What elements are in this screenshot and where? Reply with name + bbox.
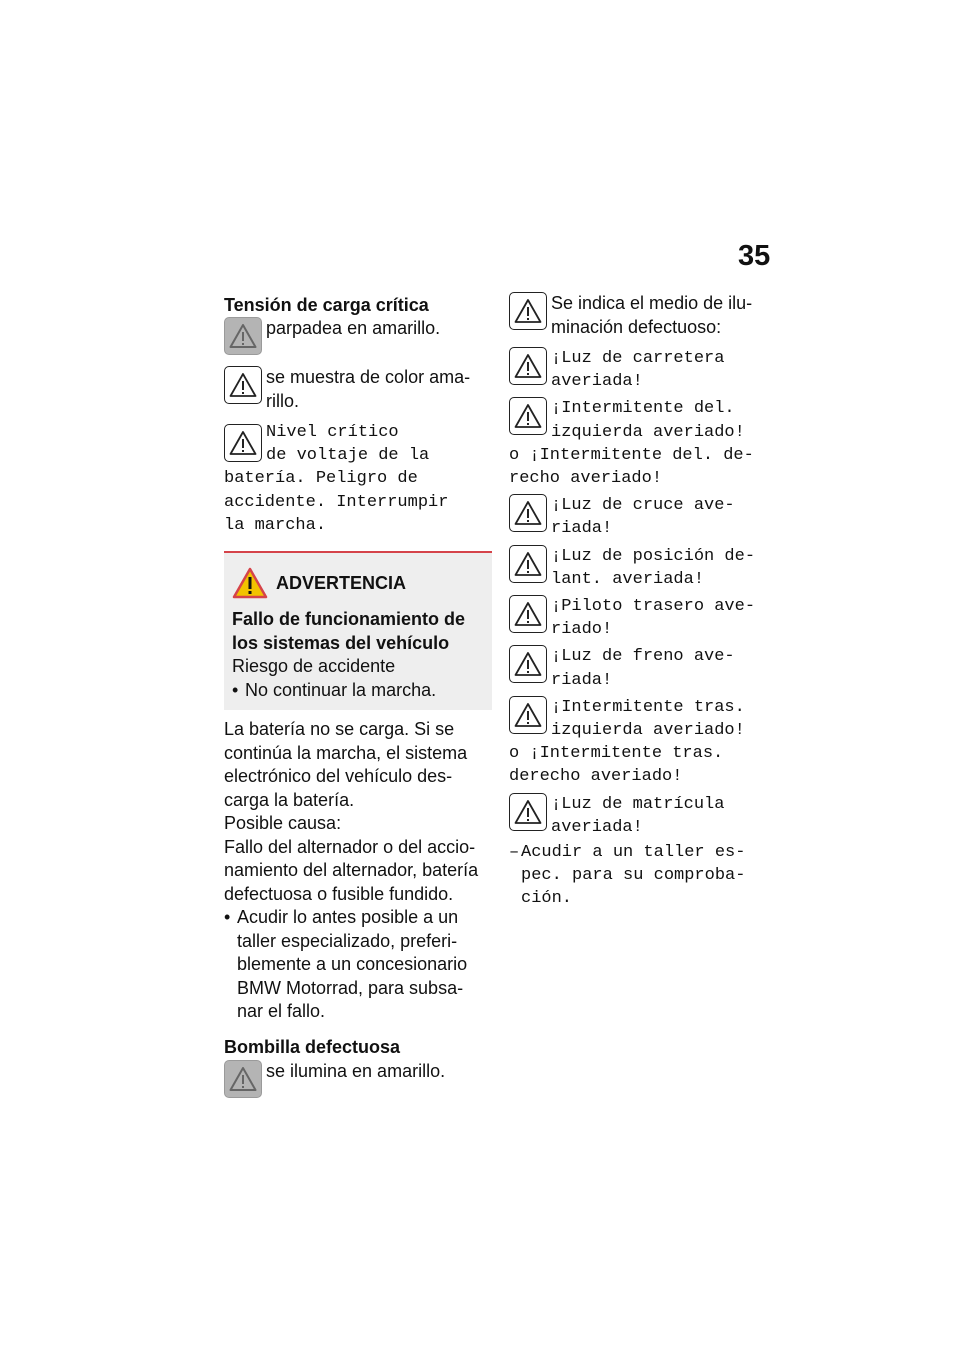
intro-line: minación defectuoso: — [551, 316, 722, 337]
action-line: Acudir a un taller es- — [521, 843, 746, 863]
warning-triangle-icon — [509, 545, 547, 583]
section-title-critical-voltage: Tensión de carga crítica — [224, 295, 429, 315]
message-line: derecho averiado! — [509, 767, 683, 787]
message-line: izquierda averiado! — [551, 422, 745, 442]
action-line: Acudir lo antes posible a un — [237, 907, 459, 928]
action-line: blemente a un concesionario — [237, 954, 468, 975]
message-row — [509, 545, 779, 591]
warning-triangle-icon — [509, 595, 547, 633]
message-row — [509, 696, 779, 742]
warning-bullet-text: No continuar la marcha. — [245, 679, 437, 700]
bullet-dot: • — [224, 907, 231, 928]
warning-triangle-icon — [509, 494, 547, 532]
message-line: averiada! — [551, 817, 643, 837]
message-line: ¡Piloto trasero ave- — [551, 597, 756, 617]
paragraph-line: defectuosa o fusible fundido. — [224, 883, 454, 904]
message-line: o ¡Intermitente del. de- — [509, 445, 754, 465]
page-number: 35 — [738, 240, 771, 272]
action-line: nar el fallo. — [237, 1001, 326, 1022]
warning-indicator-icon — [224, 1060, 262, 1098]
paragraph-line: Fallo del alternador o del accio- — [224, 836, 476, 857]
message-line: ¡Intermitente del. — [551, 399, 735, 419]
indicator-text: parpadea en amarillo. — [266, 318, 441, 338]
warning-bullet — [232, 679, 486, 703]
message-line: de voltaje de la — [266, 446, 430, 466]
warning-triangle-icon — [509, 645, 547, 683]
warning-triangle-icon — [509, 696, 547, 734]
bullet-dot: • — [232, 679, 239, 700]
paragraph-battery — [224, 718, 492, 812]
message-line: ¡Luz de carretera — [551, 349, 725, 368]
warning-risk: Riesgo de accidente — [232, 656, 396, 677]
display-row — [224, 366, 492, 413]
dash-mark: – — [509, 843, 520, 863]
warning-indicator-icon — [224, 317, 262, 355]
warning-triangle-icon — [509, 292, 547, 330]
message-line: accidente. Interrumpir — [224, 492, 449, 512]
display-text-line: se muestra de color ama- — [266, 367, 471, 387]
message-row — [509, 793, 779, 839]
warning-title-line: Fallo de funcionamiento de — [232, 609, 466, 630]
message-line: riada! — [551, 670, 613, 690]
message-line: recho averiado! — [509, 469, 663, 489]
action-bullet — [224, 906, 492, 1024]
action-line: BMW Motorrad, para subsa- — [237, 977, 464, 998]
message-line: ¡Intermitente tras. — [551, 697, 745, 717]
message-row — [509, 494, 779, 540]
message-line: ¡Luz de cruce ave- — [551, 496, 735, 516]
warning-triangle-icon — [224, 366, 262, 404]
message-line: riada! — [551, 519, 613, 539]
warning-header — [232, 567, 486, 599]
paragraph-line: electrónico del vehículo des- — [224, 766, 453, 787]
cause-label: Posible causa: — [224, 813, 342, 834]
display-text-line: rillo. — [266, 390, 300, 411]
message-line: izquierda averiado! — [551, 721, 745, 741]
message-row — [509, 397, 779, 443]
warning-triangle-icon — [509, 347, 547, 385]
message-line: riado! — [551, 620, 613, 640]
message-line: la marcha. — [224, 515, 327, 535]
paragraph-line: carga la batería. — [224, 789, 355, 810]
paragraph-line: namiento del alternador, batería — [224, 860, 479, 881]
warning-triangle-icon — [509, 793, 547, 831]
warning-triangle-icon — [509, 397, 547, 435]
action-dash — [509, 841, 779, 911]
warning-triangle-icon — [224, 424, 262, 462]
right-column — [509, 292, 779, 911]
indicator-text: se ilumina en amarillo. — [266, 1060, 446, 1081]
message-line: batería. Peligro de — [224, 469, 418, 489]
action-line: ción. — [521, 889, 573, 909]
paragraph-cause — [224, 836, 492, 907]
action-line: pec. para su comproba- — [521, 866, 746, 886]
action-line: taller especializado, preferi- — [237, 930, 458, 951]
message-line: lant. averiada! — [551, 569, 705, 589]
message-line: ¡Luz de freno ave- — [551, 647, 735, 667]
warning-triangle-icon — [232, 567, 268, 599]
message-row — [509, 645, 779, 691]
message-line: ¡Luz de posición de- — [551, 546, 756, 566]
section-title-bulb: Bombilla defectuosa — [224, 1036, 401, 1057]
paragraph-line: La batería no se carga. Si se — [224, 719, 455, 740]
message-line: Nivel crítico — [266, 423, 399, 442]
message-line: ¡Luz de matrícula — [551, 794, 725, 814]
warning-title-line: los sistemas del vehículo — [232, 633, 450, 654]
warning-box — [224, 551, 492, 710]
warning-label: ADVERTENCIA — [276, 572, 407, 593]
paragraph-line: continúa la marcha, el sistema — [224, 742, 468, 763]
critical-message — [224, 421, 492, 537]
message-row — [509, 595, 779, 641]
message-row — [509, 347, 779, 393]
left-column — [224, 292, 492, 1098]
message-line: o ¡Intermitente tras. — [509, 744, 724, 764]
indicator-row — [224, 317, 492, 355]
message-line: averiada! — [551, 372, 643, 392]
indicator-row — [224, 1060, 492, 1098]
intro-line: Se indica el medio de ilu- — [551, 293, 753, 313]
intro-row — [509, 292, 779, 339]
